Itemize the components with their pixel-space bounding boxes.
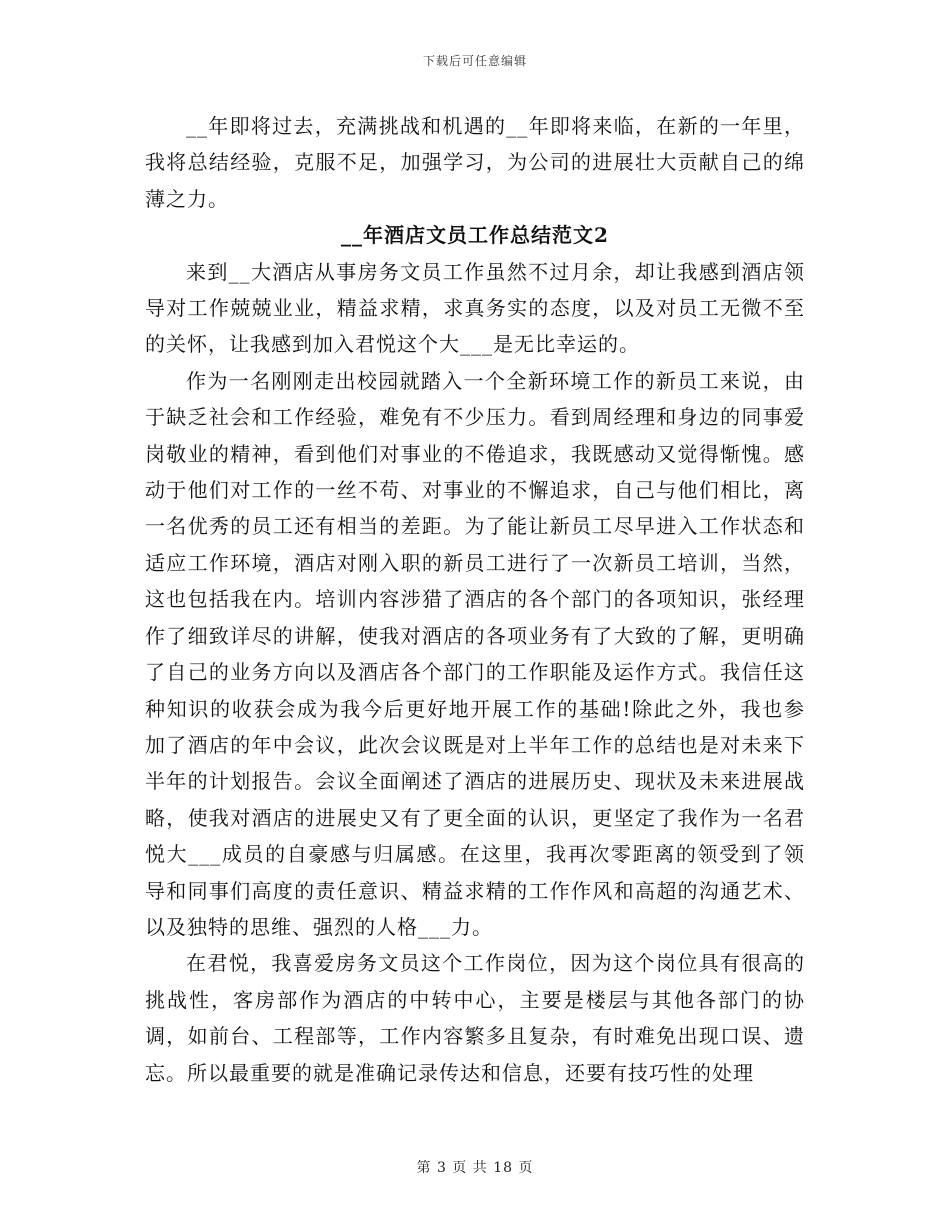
paragraph-intro: __年即将过去，充满挑战和机遇的__年即将来临，在新的一年里，我将总结经验，克服不足，加强学习，为公司的进展壮大贡献自己的绵薄之力。 xyxy=(145,114,805,211)
paragraph-2: 作为一名刚刚走出校园就踏入一个全新环境工作的新员工来说，由于缺乏社会和工作经验，难免有不少压力。看到周经理和身边的同事爱岗敬业的精神，看到他们对事业的不倦追求，我既感动又觉得惭愧。感动于他们对工作的一丝不苟、对事业的不懈追求，自己与他们相比，离一名优秀的员工还有相当的差距。为了能让新员工尽早进入工作状态和适应工作环境，酒店对刚入职的新员工进行了一次新员工培训，当然，这也包括我在内。培训内容涉猎了酒店的各个部门的各项知识，张经理作了细致详尽的讲解，使我对酒店的各项业务有了大致的了解，更明确了自己的业务方向以及酒店各个部门的工作职能及运作方式。我信任这种知识的收获会成为我今后更好地开展工作的基础!除此之外，我也参加了酒店的年中会议，此次会议既是对上半年工作的总结也是对未来下半年的计划报告。会议全面阐述了酒店的进展历史、现状及未来进展战略，使我对酒店的进展史又有了更全面的认识，更坚定了我作为一名君悦大___成员的自豪感与归属感。在这里，我再次零距离的领受到了领导和同事们高度的责任意识、精益求精的工作作风和高超的沟通艺术、以及独特的思维、强烈的人格___力。 xyxy=(145,368,805,939)
page-number: 第 3 页 共 18 页 xyxy=(416,1160,534,1176)
paragraph-1: 来到__大酒店从事房务文员工作虽然不过月余，却让我感到酒店领导对工作兢兢业业，精益求精，求真务实的态度，以及对员工无微不至的关怀，让我感到加入君悦这个大___是无比幸运的。 xyxy=(145,259,805,357)
document-body xyxy=(145,108,805,1091)
paragraph-3: 在君悦，我喜爱房务文员这个工作岗位，因为这个岗位具有很高的挑战性，客房部作为酒店的中转中心，主要是楼层与其他各部门的协调，如前台、工程部等，工作内容繁多且复杂，有时难免出现口误、遗忘。所以最重要的就是准确记录传达和信息，还要有技巧性的处理 xyxy=(145,951,805,1085)
section-title: __年酒店文员工作总结范文2 xyxy=(341,223,609,248)
page-header-note: 下载后可任意编辑 xyxy=(422,54,527,68)
